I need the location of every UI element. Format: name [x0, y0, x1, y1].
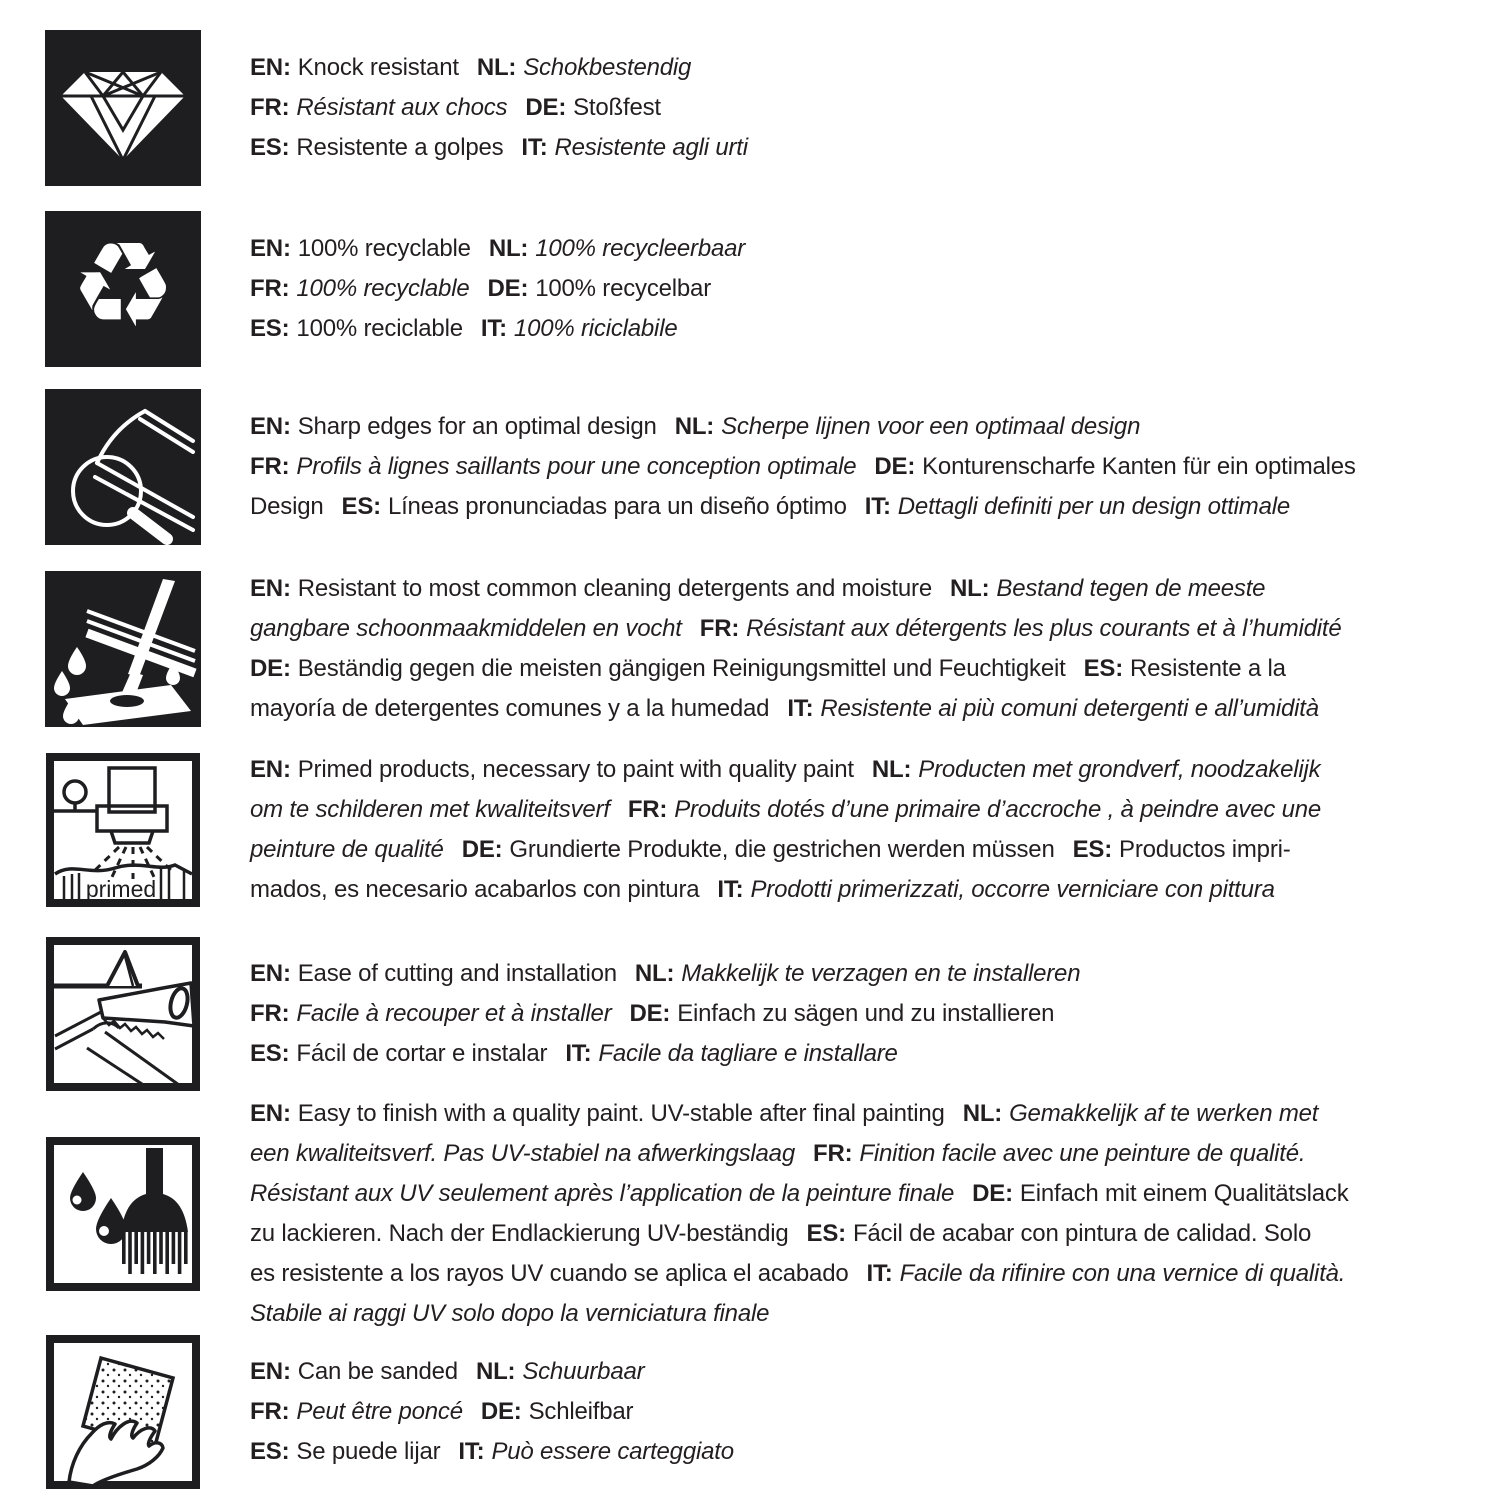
text-line [250, 1034, 1480, 1074]
text-line [250, 48, 1480, 88]
text-line [250, 447, 1480, 487]
language-label: NL: [634, 960, 675, 987]
feature-text: Facile da rifinire con una vernice di qualità. [899, 1260, 1346, 1287]
language-segment [250, 695, 769, 722]
language-label: EN: [250, 235, 291, 262]
feature-text-block [250, 569, 1480, 729]
language-label: NL: [475, 1358, 516, 1385]
feature-text: Scherpe lijnen voor een optimaal design [721, 413, 1141, 440]
feature-row [45, 1094, 1480, 1334]
feature-text: Dettagli definiti per un design ottimale [897, 493, 1291, 520]
language-segment [565, 1040, 897, 1067]
language-segment [700, 615, 1342, 642]
feature-text: es resistente a los rayos UV cuando se aplica el acabado [250, 1260, 849, 1287]
feature-text: mayoría de detergentes comunes y a la humedad [250, 695, 770, 722]
feature-text: Resistente a golpes [296, 134, 504, 161]
language-segment [1084, 655, 1286, 682]
feature-text: Primed products, necessary to paint with quality paint [297, 756, 854, 783]
language-segment [250, 54, 459, 81]
language-segment [521, 134, 748, 161]
feature-row [45, 389, 1480, 545]
feature-text-block [250, 229, 1480, 349]
feature-text: 100% recyclable [297, 235, 471, 262]
text-line [250, 269, 1480, 309]
text-line [250, 229, 1480, 269]
language-label: IT: [787, 695, 814, 722]
text-line [250, 1254, 1480, 1294]
language-segment [250, 655, 1066, 682]
text-line [250, 649, 1480, 689]
language-segment [481, 1398, 633, 1425]
language-segment [867, 1260, 1346, 1287]
language-segment [628, 796, 1321, 823]
feature-text: Fácil de cortar e instalar [296, 1040, 548, 1067]
language-segment [950, 575, 1265, 602]
language-segment [813, 1140, 1305, 1167]
feature-text: Einfach mit einem Qualitätslack [1019, 1180, 1349, 1207]
language-segment [462, 836, 1055, 863]
feature-text: Beständig gegen die meisten gängigen Reinigungsmittel und Feuchtigkeit [297, 655, 1066, 682]
feature-text-block [250, 1352, 1480, 1472]
recycle-glyph: ♻ [70, 216, 176, 354]
diamond-icon [45, 30, 201, 186]
language-segment [250, 615, 682, 642]
language-segment [250, 493, 324, 520]
feature-text-block [250, 48, 1480, 168]
language-segment [489, 235, 745, 262]
feature-row [45, 211, 1480, 367]
feature-text: Resistente agli urti [554, 134, 748, 161]
language-segment [635, 960, 1080, 987]
feature-text: Résistant aux chocs [296, 94, 508, 121]
language-label: FR: [250, 1398, 290, 1425]
magnifier-profile-icon [45, 389, 201, 545]
language-segment [250, 134, 503, 161]
language-segment [250, 836, 444, 863]
text-line [250, 790, 1480, 830]
language-label: DE: [972, 1180, 1013, 1207]
text-line [250, 1432, 1480, 1472]
text-line [250, 1134, 1480, 1174]
language-segment [865, 493, 1290, 520]
feature-row [45, 1334, 1480, 1490]
language-segment [972, 1180, 1348, 1207]
feature-text: Konturenscharfe Kanten für ein optimales [922, 453, 1356, 480]
text-line [250, 1214, 1480, 1254]
language-label: ES: [1072, 836, 1113, 863]
language-label: IT: [458, 1438, 485, 1465]
text-line [250, 870, 1480, 910]
text-line [250, 750, 1480, 790]
language-segment [250, 1300, 769, 1327]
language-segment [872, 756, 1321, 783]
language-label: ES: [806, 1220, 846, 1247]
language-label: IT: [565, 1040, 592, 1067]
feature-text: Facile à recouper et à installer [296, 1000, 612, 1027]
text-line [250, 609, 1480, 649]
feature-text: Profils à lignes saillants pour une conception optimale [296, 453, 857, 480]
feature-text: Einfach zu sägen und zu installieren [677, 1000, 1055, 1027]
language-segment [488, 275, 712, 302]
feature-row [45, 30, 1480, 186]
language-segment [250, 756, 854, 783]
feature-text-block [250, 954, 1480, 1074]
feature-text-block [250, 407, 1480, 527]
language-label: EN: [250, 575, 291, 602]
language-segment [250, 1220, 789, 1247]
language-label: IT: [864, 493, 891, 520]
language-segment [250, 453, 856, 480]
language-label: ES: [341, 493, 381, 520]
feature-text: Prodotti primerizzati, occorre verniciare con pittura [750, 876, 1275, 903]
feature-text: Stabile ai raggi UV solo dopo la verniciatura finale [250, 1300, 770, 1327]
language-segment [629, 1000, 1054, 1027]
feature-text: Schokbestendig [523, 54, 692, 81]
text-line [250, 689, 1480, 729]
language-segment [250, 796, 610, 823]
language-label: EN: [250, 1358, 291, 1385]
feature-text: zu lackieren. Nach der Endlackierung UV-beständig [250, 1220, 789, 1247]
feature-text: 100% recyclable [296, 275, 470, 302]
text-line [250, 954, 1480, 994]
text-line [250, 487, 1480, 527]
language-label: DE: [250, 655, 291, 682]
primer-spray-icon [45, 752, 201, 908]
language-segment [250, 1000, 611, 1027]
language-label: ES: [250, 315, 290, 342]
language-label: FR: [627, 796, 668, 823]
feature-text: 100% reciclable [296, 315, 463, 342]
feature-text: Résistant aux détergents les plus courants et à l’humidité [746, 615, 1342, 642]
language-label: NL: [871, 756, 912, 783]
language-label: IT: [866, 1260, 893, 1287]
language-segment [250, 1438, 440, 1465]
feature-text: Finition facile avec une peinture de qualité. [859, 1140, 1306, 1167]
feature-row [45, 936, 1480, 1092]
feature-text: Fácil de acabar con pintura de calidad. Solo [852, 1220, 1312, 1247]
language-label: ES: [250, 134, 290, 161]
language-label: DE: [629, 1000, 671, 1027]
language-segment [250, 1398, 463, 1425]
language-segment [250, 1100, 945, 1127]
language-segment [342, 493, 847, 520]
language-segment [477, 54, 691, 81]
language-segment [250, 94, 507, 121]
language-segment [717, 876, 1274, 903]
language-label: EN: [250, 756, 291, 783]
feature-text: Ease of cutting and installation [297, 960, 617, 987]
language-label: ES: [250, 1438, 290, 1465]
language-segment [476, 1358, 644, 1385]
language-segment [250, 876, 699, 903]
language-label: EN: [250, 960, 291, 987]
language-label: DE: [461, 836, 503, 863]
language-label: FR: [812, 1140, 853, 1167]
feature-text: Grundierte Produkte, die gestrichen werden müssen [509, 836, 1055, 863]
feature-text: Makkelijk te verzagen en te installeren [681, 960, 1081, 987]
language-label: ES: [250, 1040, 290, 1067]
feature-text: Gemakkelijk af te werken met [1009, 1100, 1319, 1127]
language-segment [250, 1140, 795, 1167]
language-segment [874, 453, 1355, 480]
language-label: NL: [962, 1100, 1003, 1127]
text-line [250, 569, 1480, 609]
language-segment [250, 235, 471, 262]
language-segment [675, 413, 1141, 440]
language-label: NL: [950, 575, 990, 602]
feature-text: gangbare schoonmaakmiddelen en vocht [250, 615, 682, 642]
feature-text: Productos impri- [1119, 836, 1291, 863]
text-line [250, 1294, 1480, 1334]
language-label: FR: [250, 1000, 290, 1027]
mop-icon [45, 571, 201, 727]
feature-text: Produits dotés d’une primaire d’accroche , à peindre avec une [674, 796, 1322, 823]
language-label: FR: [699, 615, 740, 642]
feature-text: Design [250, 493, 324, 520]
language-segment [250, 1260, 849, 1287]
language-segment [250, 960, 617, 987]
text-line [250, 309, 1480, 349]
feature-text-block [250, 750, 1480, 910]
text-line [250, 88, 1480, 128]
text-line [250, 407, 1480, 447]
feature-text: Stoßfest [573, 94, 661, 121]
language-label: ES: [1083, 655, 1124, 682]
feature-text: Producten met grondverf, noodzakelijk [918, 756, 1321, 783]
feature-text: Easy to finish with a quality paint. UV-stable after final painting [297, 1100, 945, 1127]
feature-text: om te schilderen met kwaliteitsverf [250, 796, 610, 823]
language-segment [250, 1180, 954, 1207]
language-segment [1073, 836, 1291, 863]
feature-text: Líneas pronunciadas para un diseño óptimo [387, 493, 847, 520]
text-line [250, 1392, 1480, 1432]
feature-text: Facile da tagliare e installare [598, 1040, 898, 1067]
language-label: DE: [874, 453, 916, 480]
language-label: EN: [250, 413, 291, 440]
feature-text: 100% recycleerbaar [535, 235, 746, 262]
language-label: NL: [488, 235, 529, 262]
language-segment [250, 315, 463, 342]
language-label: EN: [250, 54, 291, 81]
language-label: FR: [250, 453, 290, 480]
language-label: NL: [476, 54, 517, 81]
language-label: DE: [525, 94, 567, 121]
feature-text: Peut être poncé [296, 1398, 463, 1425]
text-line [250, 128, 1480, 168]
paint-drops-brush-icon [45, 1136, 201, 1292]
saw-icon [45, 936, 201, 1092]
language-segment [250, 575, 932, 602]
language-segment [250, 1040, 547, 1067]
feature-text: Se puede lijar [296, 1438, 441, 1465]
language-segment [787, 695, 1319, 722]
text-line [250, 830, 1480, 870]
text-line [250, 1094, 1480, 1134]
language-label: FR: [250, 275, 290, 302]
language-label: IT: [717, 876, 744, 903]
language-segment [963, 1100, 1319, 1127]
feature-text: Resistente a la [1130, 655, 1286, 682]
language-label: EN: [250, 1100, 291, 1127]
language-segment [807, 1220, 1312, 1247]
language-segment [458, 1438, 733, 1465]
feature-row [45, 569, 1480, 729]
text-line [250, 1352, 1480, 1392]
feature-text: Schuurbaar [522, 1358, 645, 1385]
primed-label: primed [85, 876, 157, 902]
language-segment [250, 413, 657, 440]
feature-text: peinture de qualité [250, 836, 444, 863]
feature-text: 100% recycelbar [535, 275, 711, 302]
language-label: IT: [521, 134, 548, 161]
feature-text: Can be sanded [297, 1358, 458, 1385]
language-segment [525, 94, 661, 121]
feature-text: mados, es necesario acabarlos con pintura [250, 876, 700, 903]
text-line [250, 994, 1480, 1034]
recycle-icon [45, 211, 201, 367]
language-label: IT: [480, 315, 507, 342]
feature-text: Resistant to most common cleaning detergents and moisture [297, 575, 932, 602]
language-label: DE: [480, 1398, 522, 1425]
language-segment [250, 275, 470, 302]
language-label: FR: [250, 94, 290, 121]
sandpaper-hand-icon [45, 1334, 201, 1490]
language-segment [481, 315, 678, 342]
feature-text: Résistant aux UV seulement après l’application de la peinture finale [250, 1180, 955, 1207]
feature-text: Può essere carteggiato [491, 1438, 734, 1465]
feature-text: 100% riciclabile [513, 315, 678, 342]
language-segment [250, 1358, 458, 1385]
feature-text: Resistente ai più comuni detergenti e all’umidità [820, 695, 1319, 722]
language-label: DE: [487, 275, 529, 302]
feature-text-block [250, 1094, 1480, 1334]
text-line [250, 1174, 1480, 1214]
feature-text: Bestand tegen de meeste [996, 575, 1266, 602]
feature-text: Knock resistant [297, 54, 459, 81]
language-label: NL: [674, 413, 715, 440]
feature-text: Sharp edges for an optimal design [297, 413, 657, 440]
feature-row [45, 750, 1480, 910]
feature-text: een kwaliteitsverf. Pas UV-stabiel na afwerkingslaag [250, 1140, 795, 1167]
feature-text: Schleifbar [528, 1398, 634, 1425]
